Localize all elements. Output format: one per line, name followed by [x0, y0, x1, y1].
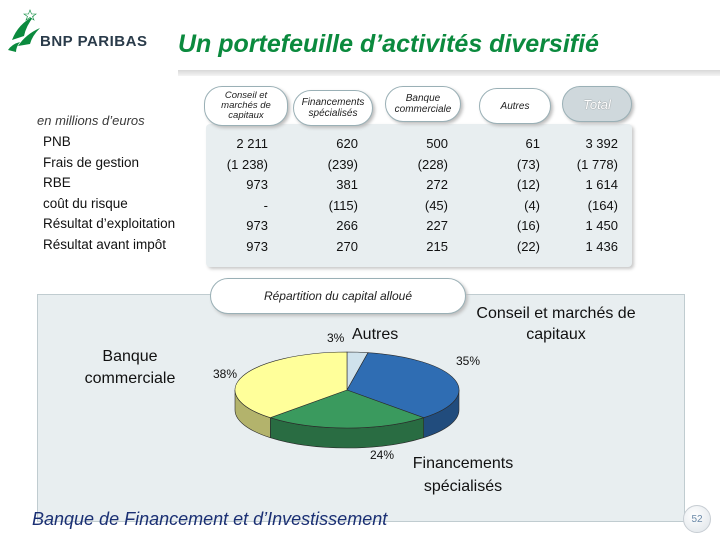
row-label-pnb: PNB — [43, 134, 71, 149]
table-cell: (228) — [417, 156, 448, 172]
table-cell: (115) — [328, 197, 358, 213]
table-cell: 227 — [426, 218, 448, 233]
table-cell: 1 436 — [585, 238, 618, 254]
table-cell: (1 238) — [226, 156, 268, 172]
header-banque: Banque commerciale — [385, 86, 461, 122]
table-cell: 500 — [426, 136, 448, 151]
table-cell: 973 — [246, 218, 268, 233]
table-cell: (1 778) — [576, 156, 618, 172]
table-cell: (45) — [424, 197, 448, 213]
table-cell: 973 — [246, 238, 268, 254]
slice-label-autres: Autres — [352, 326, 399, 343]
row-label-cout-risque: coût du risque — [43, 195, 128, 211]
brand-name: BNP PARIBAS — [40, 33, 148, 50]
header-autres: Autres — [479, 88, 551, 124]
table-cell: 620 — [336, 136, 358, 151]
table-cell: 272 — [426, 177, 448, 192]
table-cell: 266 — [336, 218, 358, 233]
slice-label-banque: Banque commerciale — [84, 348, 176, 387]
units-label: en millions d’euros — [37, 113, 145, 128]
chart-title: Répartition du capital alloué — [210, 278, 466, 314]
table-cell: (16) — [516, 218, 540, 233]
table-cell: (239) — [327, 156, 358, 172]
table-cell: (73) — [516, 156, 540, 172]
table-cell: 1 450 — [585, 218, 618, 233]
table-cell: (12) — [516, 177, 540, 192]
table-cell: 3 392 — [585, 136, 618, 151]
row-label-resultat-exploitation: Résultat d’exploitation — [43, 216, 176, 231]
table-cell: (4) — [524, 197, 540, 213]
table-cell: 215 — [426, 238, 448, 254]
slice-label-cmc: Conseil et marchés de capitaux — [476, 305, 636, 343]
page-title: Un portefeuille d’activités diversifié — [178, 30, 599, 58]
header-cmc: Conseil et marchés de capitaux — [204, 86, 288, 126]
row-label-frais: Frais de gestion — [43, 154, 140, 170]
table-cell: 973 — [246, 177, 268, 192]
slice-pct-autres: 3% — [327, 331, 345, 345]
slice-pct-financements: 24% — [370, 448, 395, 462]
slice-label-financements: Financements spécialisés — [412, 455, 514, 495]
row-label-rbe: RBE — [43, 175, 71, 190]
slice-pct-banque: 38% — [213, 367, 238, 381]
slice-pct-cmc: 35% — [456, 354, 481, 368]
table-cell: 1 614 — [585, 177, 618, 192]
table-cell: - — [263, 197, 268, 213]
table-cell: 2 211 — [236, 136, 268, 151]
table-cell: 270 — [336, 238, 358, 254]
footer-title: Banque de Financement et d’Investissement — [32, 509, 388, 529]
table-cell: 61 — [525, 136, 540, 151]
table-cell: 381 — [336, 177, 358, 192]
row-label-resultat-avant-impot: Résultat avant impôt — [43, 236, 167, 252]
table-cell: (164) — [587, 197, 618, 213]
header-total: Total — [562, 86, 632, 122]
table-cell: (22) — [516, 238, 540, 254]
page-number: 52 — [683, 505, 711, 533]
header-financements: Financements spécialisés — [293, 90, 373, 126]
